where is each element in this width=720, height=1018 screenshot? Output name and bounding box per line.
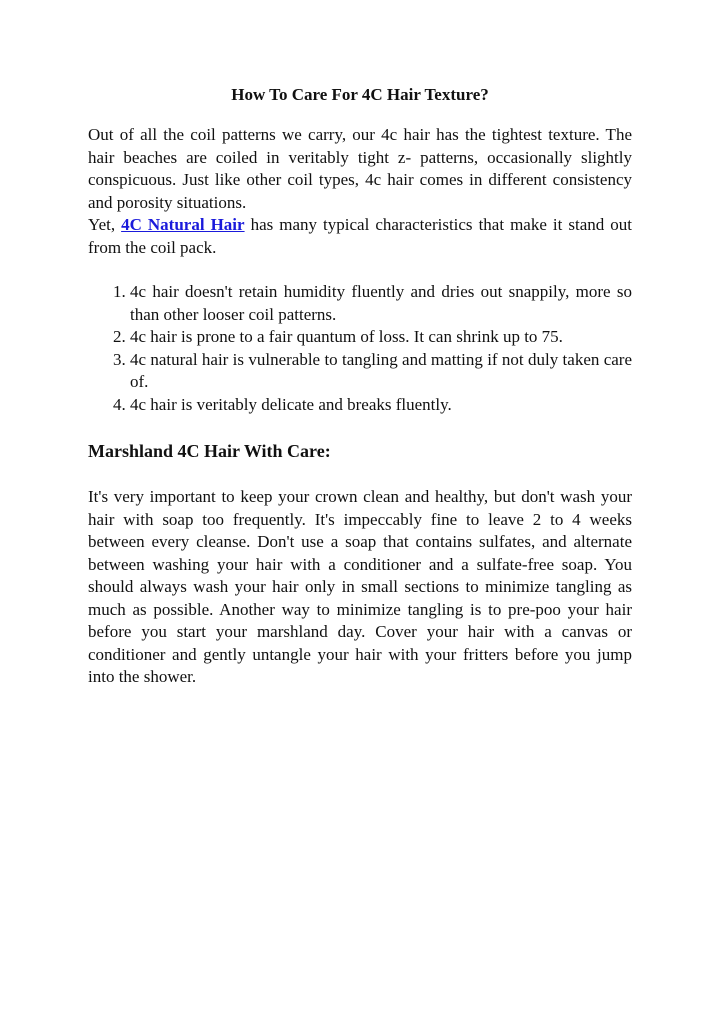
intro-paragraph: Out of all the coil patterns we carry, our 4c hair has the tightest texture. The hair beaches are coiled in veritably tight z- patterns, occasionally slightly conspicuous. Just like other coil types, 4c hair comes in different consistency and porosity situations. bbox=[88, 125, 632, 212]
natural-hair-link[interactable]: 4C Natural Hair bbox=[121, 215, 245, 234]
yet-prefix: Yet, bbox=[88, 215, 122, 234]
list-item: 2. 4c hair is prone to a fair quantum of loss. It can shrink up to 75. bbox=[130, 326, 632, 349]
list-item: 3. 4c natural hair is vulnerable to tangling and matting if not duly taken care of. bbox=[130, 349, 632, 394]
yet-paragraph bbox=[88, 214, 632, 259]
page-title: How To Care For 4C Hair Texture? bbox=[231, 85, 489, 104]
list-item: 1. 4c hair doesn't retain humidity fluently and dries out snappily, more so than other looser coil patterns. bbox=[130, 281, 632, 326]
document-page bbox=[88, 84, 632, 689]
section-heading: Marshland 4C Hair With Care: bbox=[88, 441, 331, 461]
yet-suffix: has many typical characteristics that make it stand out from the coil pack. bbox=[88, 215, 632, 257]
characteristics-list bbox=[88, 281, 632, 416]
care-paragraph: It's very important to keep your crown clean and healthy, but don't wash your hair with soap too frequently. It's impeccably fine to leave 2 to 4 weeks between every cleanse. Don't use a soap that contains sulfates, and alternate between washing your hair with a conditioner and a sulfate-free soap. You should always wash your hair only in small sections to minimize tangling as much as possible. Another way to minimize tangling is to pre-poo your hair before you start your marshland day. Cover your hair with a canvas or conditioner and gently untangle your hair with your fritters before you jump into the shower. bbox=[88, 487, 632, 686]
list-item: 4. 4c hair is veritably delicate and breaks fluently. bbox=[130, 394, 632, 417]
